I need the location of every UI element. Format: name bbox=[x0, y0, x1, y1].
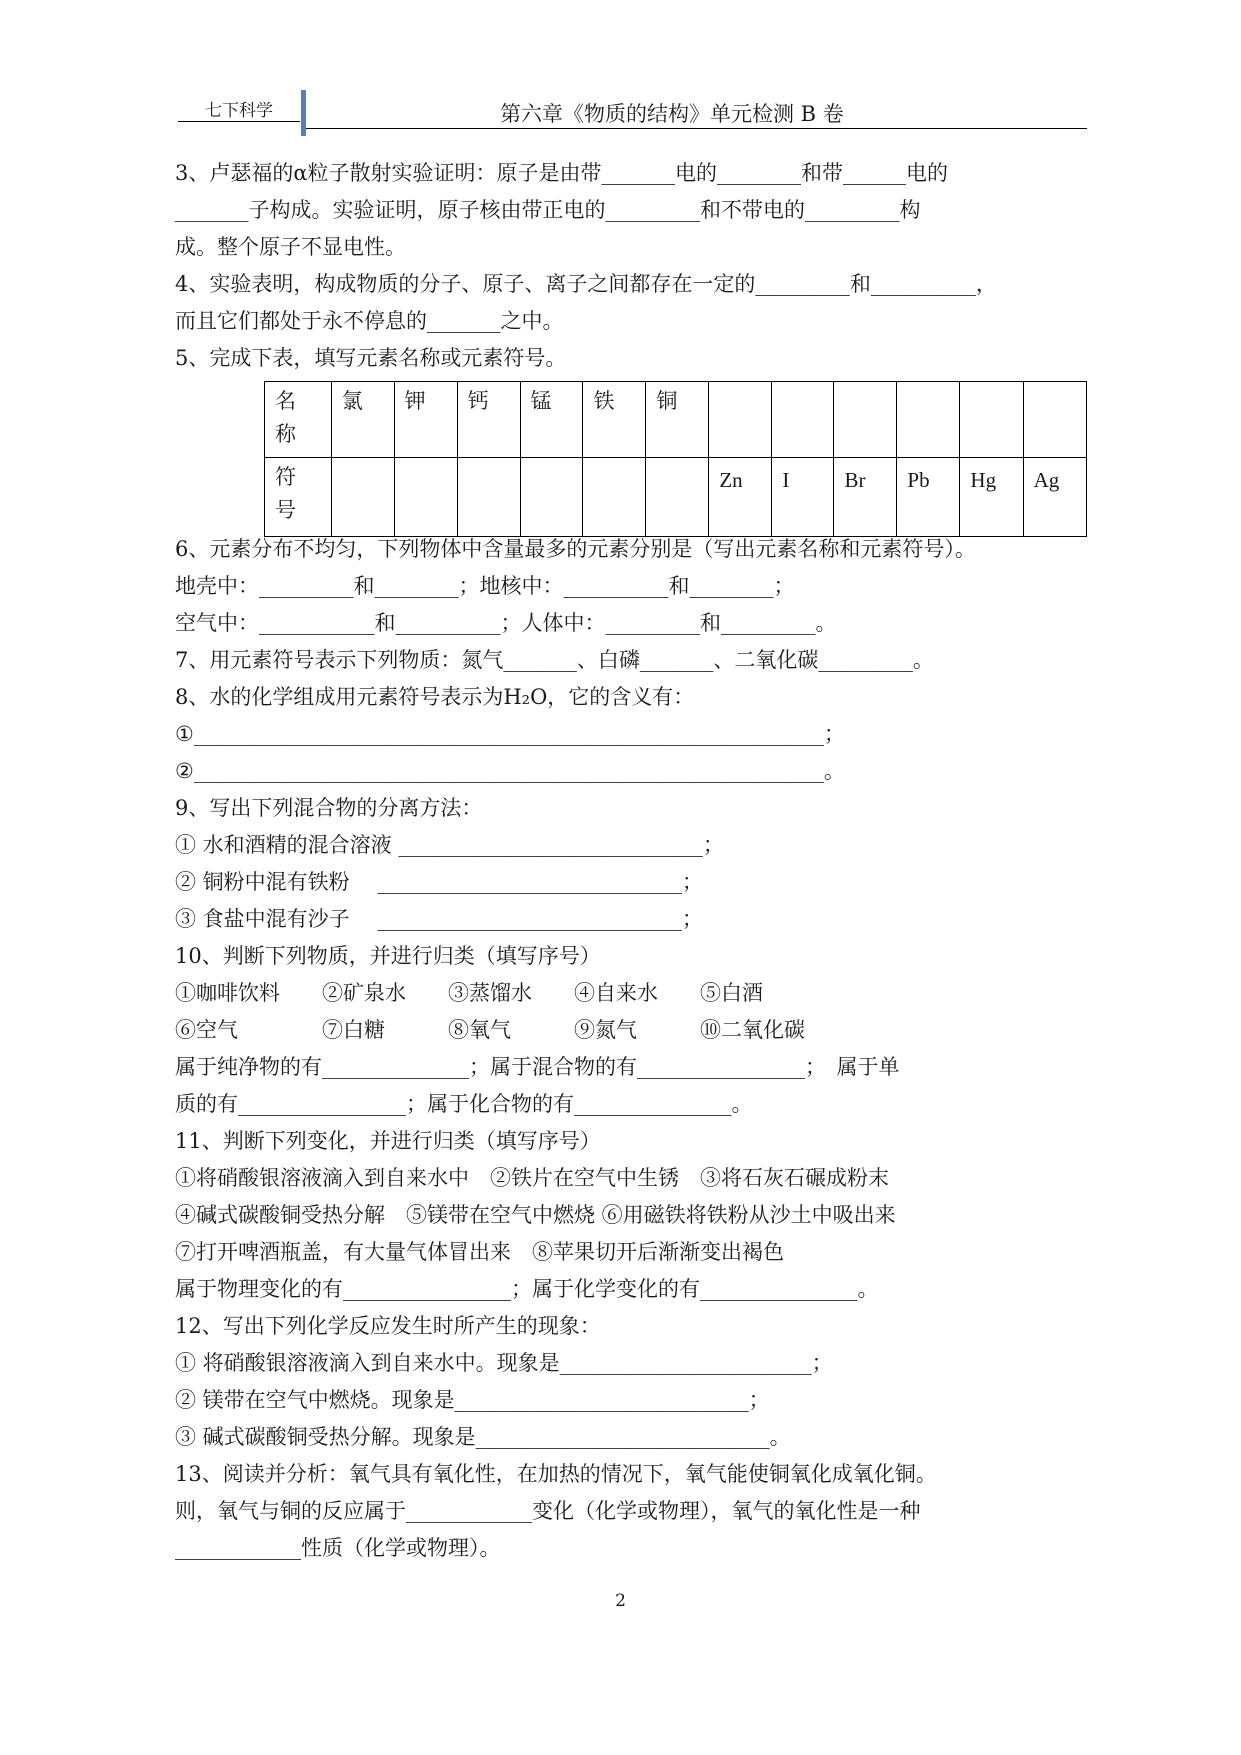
name-cell[interactable] bbox=[960, 382, 1023, 458]
page-number: 2 bbox=[615, 1591, 626, 1611]
q6-line-1: 6、元素分布不均匀，下列物体中含量最多的元素分别是（写出元素名称和元素符号）。 bbox=[175, 537, 976, 561]
header-rule bbox=[306, 128, 1087, 129]
q9-line-1: 9、写出下列混合物的分离方法： bbox=[175, 796, 483, 820]
q8-line-3: ②____________________________________________________________。 bbox=[175, 759, 845, 783]
name-cell[interactable] bbox=[709, 382, 772, 458]
symbol-cell[interactable]: Hg bbox=[960, 458, 1023, 537]
q10-line-1: 10、判断下列物质，并进行归类（填写序号） bbox=[175, 944, 601, 968]
q8-line-2: ①____________________________________________________________； bbox=[175, 722, 845, 746]
q10-line-3: ⑥空气 ⑦白糖 ⑧氧气 ⑨氮气 ⑩二氧化碳 bbox=[175, 1018, 805, 1042]
symbol-cell[interactable] bbox=[583, 458, 646, 537]
name-cell[interactable]: 钾 bbox=[394, 382, 457, 458]
q12-line-2: ① 将硝酸银溶液滴入到自来水中。现象是________________________； bbox=[175, 1351, 833, 1375]
header-title: 第六章《物质的结构》单元检测 B 卷 bbox=[500, 102, 844, 126]
q12-line-1: 12、写出下列化学反应发生时所产生的现象： bbox=[175, 1314, 601, 1338]
q13-line-2: 则，氧气与铜的反应属于____________变化（化学或物理），氧气的氧化性是一种 bbox=[175, 1499, 921, 1523]
element-table-name-row bbox=[265, 382, 1087, 458]
name-cell[interactable]: 铁 bbox=[583, 382, 646, 458]
name-cell[interactable] bbox=[897, 382, 960, 458]
q13-line-3: ____________性质（化学或物理）。 bbox=[175, 1536, 501, 1560]
symbol-cell[interactable]: Ag bbox=[1023, 458, 1086, 537]
q11-line-5: 属于物理变化的有________________；属于化学变化的有_______________。 bbox=[175, 1277, 879, 1301]
symbol-cell[interactable]: Pb bbox=[897, 458, 960, 537]
q10-line-5: 质的有________________；属于化合物的有_______________。 bbox=[175, 1092, 753, 1116]
name-cell[interactable]: 锰 bbox=[520, 382, 583, 458]
name-cell[interactable] bbox=[772, 382, 834, 458]
q3-line-3: 成。整个原子不显电性。 bbox=[175, 235, 406, 259]
q11-line-4: ⑦打开啤酒瓶盖，有大量气体冒出来 ⑧苹果切开后渐渐变出褐色 bbox=[175, 1240, 784, 1264]
element-table-symbol-row bbox=[265, 458, 1087, 537]
symbol-cell[interactable]: Zn bbox=[709, 458, 772, 537]
q4-line-1: 4、实验表明，构成物质的分子、原子、离子之间都存在一定的_________和__________， bbox=[175, 272, 997, 296]
q3-line-2: _______子构成。实验证明，原子核由带正电的_________和不带电的_________构 bbox=[175, 198, 921, 222]
q3-line-1: 3、卢瑟福的α粒子散射实验证明：原子是由带_______电的________和带______电的 bbox=[175, 161, 949, 185]
header-subject-underline bbox=[178, 121, 300, 122]
q6-line-3: 空气中：___________和__________；人体中：_________和_________。 bbox=[175, 611, 837, 635]
name-cell[interactable] bbox=[834, 382, 897, 458]
q5-line-1: 5、完成下表，填写元素名称或元素符号。 bbox=[175, 346, 567, 370]
q12-line-4: ③ 碱式碳酸铜受热分解。现象是____________________________。 bbox=[175, 1425, 791, 1449]
q9-line-3: ② 铜粉中混有铁粉 _____________________________； bbox=[175, 870, 703, 894]
symbol-cell[interactable] bbox=[394, 458, 457, 537]
symbol-cell[interactable] bbox=[646, 458, 709, 537]
q6-line-2: 地壳中：_________和________；地核中：__________和________； bbox=[175, 574, 795, 598]
header-subject: 七下科学 bbox=[205, 101, 273, 121]
worksheet-body bbox=[175, 155, 1087, 1567]
symbol-label-cell: 符 号 bbox=[265, 458, 332, 537]
q9-line-4: ③ 食盐中混有沙子 _____________________________； bbox=[175, 907, 703, 931]
name-label-cell: 名 称 bbox=[265, 382, 332, 458]
q7-line-1: 7、用元素符号表示下列物质：氮气_______、白磷_______、二氧化碳_________。 bbox=[175, 648, 934, 672]
q13-line-1: 13、阅读并分析：氧气具有氧化性，在加热的情况下，氧气能使铜氧化成氧化铜。 bbox=[175, 1462, 937, 1486]
symbol-cell[interactable] bbox=[331, 458, 394, 537]
element-table bbox=[264, 381, 1087, 537]
element-table-wrapper bbox=[175, 377, 1087, 531]
q11-line-1: 11、判断下列变化，并进行归类（填写序号） bbox=[175, 1129, 601, 1153]
symbol-cell[interactable] bbox=[520, 458, 583, 537]
q9-line-2: ① 水和酒精的混合溶液 _____________________________； bbox=[175, 833, 724, 857]
symbol-cell[interactable] bbox=[457, 458, 520, 537]
name-cell[interactable]: 铜 bbox=[646, 382, 709, 458]
q11-line-2: ①将硝酸银溶液滴入到自来水中 ②铁片在空气中生锈 ③将石灰石碾成粉末 bbox=[175, 1166, 889, 1190]
q4-line-2: 而且它们都处于永不停息的_______之中。 bbox=[175, 309, 564, 333]
name-cell[interactable]: 氯 bbox=[331, 382, 394, 458]
q8-line-1: 8、水的化学组成用元素符号表示为H₂O，它的含义有： bbox=[175, 685, 695, 709]
name-cell[interactable] bbox=[1023, 382, 1086, 458]
name-cell[interactable]: 钙 bbox=[457, 382, 520, 458]
q12-line-3: ② 镁带在空气中燃烧。现象是____________________________； bbox=[175, 1388, 770, 1412]
q11-line-3: ④碱式碳酸铜受热分解 ⑤镁带在空气中燃烧 ⑥用磁铁将铁粉从沙土中吸出来 bbox=[175, 1203, 896, 1227]
q10-line-4: 属于纯净物的有______________；属于混合物的有________________； 属于单 bbox=[175, 1055, 900, 1079]
header-accent-bar bbox=[301, 90, 306, 136]
symbol-cell[interactable]: I bbox=[772, 458, 834, 537]
symbol-cell[interactable]: Br bbox=[834, 458, 897, 537]
q10-line-2: ①咖啡饮料 ②矿泉水 ③蒸馏水 ④自来水 ⑤白酒 bbox=[175, 981, 763, 1005]
